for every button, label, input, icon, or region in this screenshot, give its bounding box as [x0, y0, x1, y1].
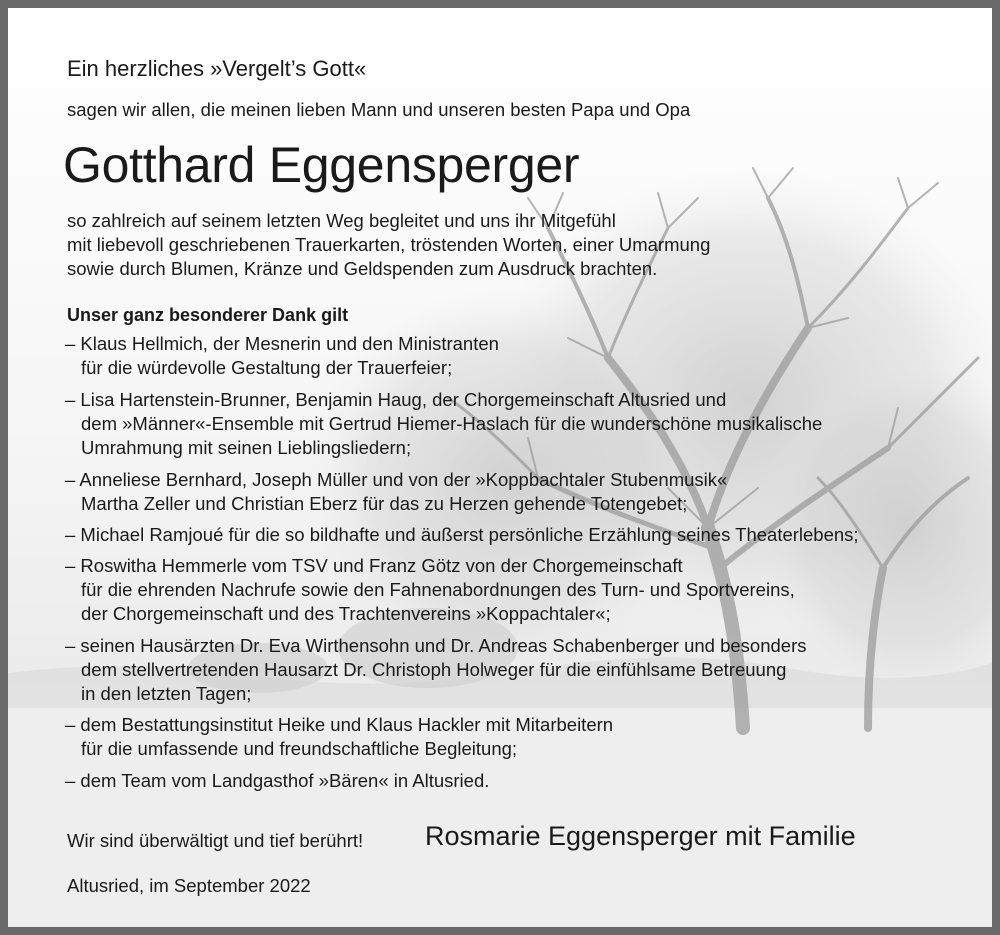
- paragraph-line: sowie durch Blumen, Kränze und Geldspenden zum Ausdruck brachten.: [67, 258, 658, 279]
- thanks-line: für die würdevolle Gestaltung der Trauerfeier;: [81, 357, 453, 378]
- notice-heading: Ein herzliches »Vergelt’s Gott«: [67, 56, 367, 81]
- thanks-line: Martha Zeller und Christian Eberz für das zu Herzen gehende Totengebet;: [81, 493, 688, 514]
- thanks-line: – dem Bestattungsinstitut Heike und Klaus Hackler mit Mitarbeitern: [65, 714, 614, 735]
- thanks-line: dem stellvertretenden Hausarzt Dr. Christoph Holweger für die einfühlsame Betreuung: [81, 659, 787, 680]
- closing-line: Wir sind überwältigt und tief berührt!: [67, 830, 364, 851]
- paragraph-line: so zahlreich auf seinem letzten Weg begleitet und uns ihr Mitgefühl: [67, 210, 616, 231]
- thanks-line: – dem Team vom Landgasthof »Bären« in Altusried.: [65, 770, 490, 791]
- thanks-line: – Anneliese Bernhard, Joseph Müller und von der »Koppbachtaler Stubenmusik«: [65, 469, 728, 490]
- thanks-line: für die umfassende und freundschaftliche Begleitung;: [81, 738, 518, 759]
- signature: Rosmarie Eggensperger mit Familie: [425, 821, 856, 851]
- thanks-line: Umrahmung mit seinen Lieblingsliedern;: [81, 437, 412, 458]
- thanks-heading: Unser ganz besonderer Dank gilt: [67, 305, 349, 325]
- intro-line: sagen wir allen, die meinen lieben Mann und unseren besten Papa und Opa: [67, 99, 691, 120]
- thanks-line: in den letzten Tagen;: [81, 683, 252, 704]
- thanks-line: – seinen Hausärzten Dr. Eva Wirthensohn und Dr. Andreas Schabenberger und besonders: [65, 635, 807, 656]
- thanks-line: der Chorgemeinschaft und des Trachtenvereins »Koppachtaler«;: [81, 603, 611, 624]
- thanks-line: – Lisa Hartenstein-Brunner, Benjamin Haug, der Chorgemeinschaft Altusried und: [65, 389, 727, 410]
- thanks-line: – Michael Ramjoué für die so bildhafte und äußerst persönliche Erzählung seines Theaterlebens;: [65, 524, 859, 545]
- thanks-line: – Roswitha Hemmerle vom TSV und Franz Götz von der Chorgemeinschaft: [65, 555, 683, 576]
- paragraph-line: mit liebevoll geschriebenen Trauerkarten, tröstenden Worten, einer Umarmung: [67, 234, 711, 255]
- thanks-line: – Klaus Hellmich, der Mesnerin und den Ministranten: [65, 333, 499, 354]
- thanks-line: dem »Männer«-Ensemble mit Gertrud Hiemer-Haslach für die wunderschöne musikalische: [81, 413, 823, 434]
- deceased-name: Gotthard Eggensperger: [63, 137, 580, 193]
- place-date: Altusried, im September 2022: [67, 875, 311, 896]
- thanks-line: für die ehrenden Nachrufe sowie den Fahnenabordnungen des Turn- und Sportvereins,: [81, 579, 795, 600]
